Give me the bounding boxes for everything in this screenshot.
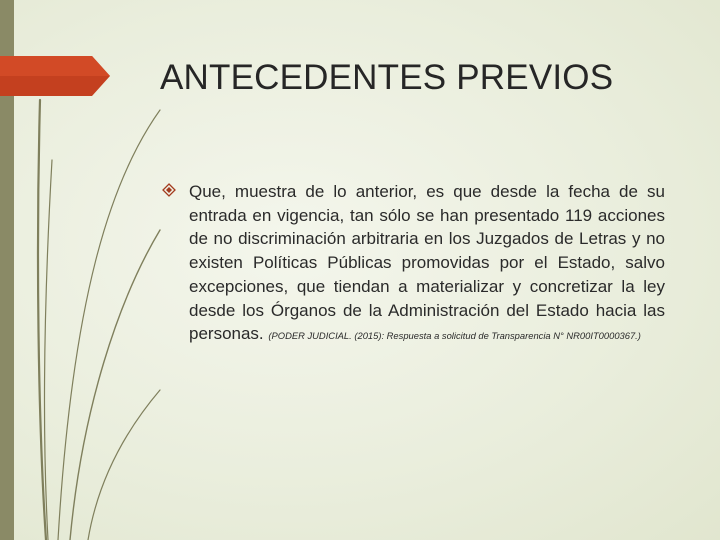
bullet-text-block	[189, 180, 665, 346]
diamond-bullet-icon	[162, 183, 176, 197]
bullet-text: Que, muestra de lo anterior, es que desde la fecha de su entrada en vigencia, tan sólo se han presentado 119 acciones de no discriminación arbitraria en los Juzgados de Letras y no existen Políticas Públicas promovidas por el Estado, salvo excepciones, que tiendan a materializar y concretizar la ley desde los Órganos de la Administración del Estado hacia las personas.	[189, 182, 665, 344]
bullet-item	[162, 180, 665, 346]
citation: (PODER JUDICIAL. (2015): Respuesta a solicitud de Transparencia N° NR00IT0000367.)	[268, 330, 641, 342]
page-title: ANTECEDENTES PREVIOS	[160, 58, 614, 97]
title-accent-tab	[0, 56, 110, 96]
